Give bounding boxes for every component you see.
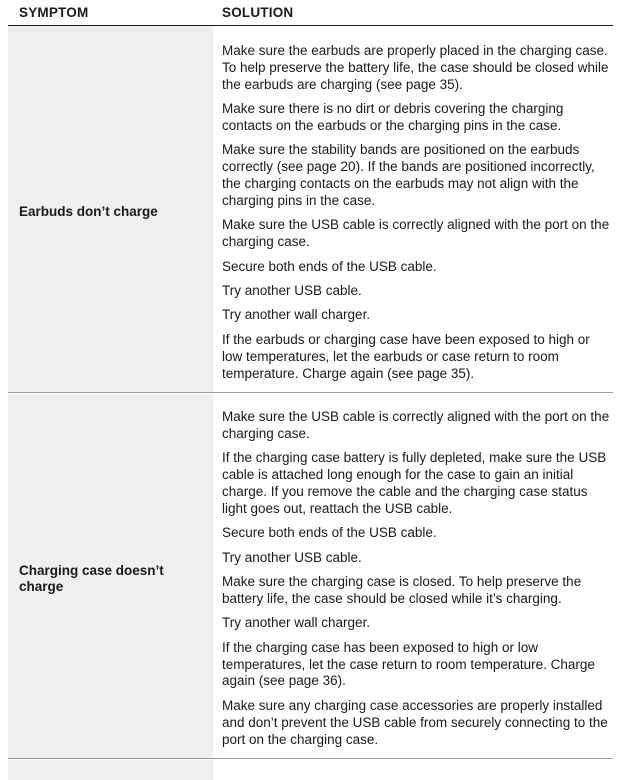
solution-item: Make sure the stability bands are positioned on the earbuds correctly (see page 20). If the bands are positioned incorrectly, the charging contacts on the earbuds may not align with the charging pins in the case. <box>222 142 595 208</box>
solution-item: Secure both ends of the USB cable. <box>222 258 437 274</box>
symptom-column-header: SYMPTOM <box>19 5 89 20</box>
symptom-cell <box>8 394 213 758</box>
solution-cell <box>222 26 613 392</box>
solution-item: Make sure the charging case is closed. To help preserve the battery life, the case should be closed while it’s charging. <box>222 574 582 606</box>
table-row <box>8 26 613 393</box>
solution-item: If the earbuds or charging case have been exposed to high or low temperatures, let the earbuds or case return to room temperature. Charge again (see page 35). <box>222 331 590 381</box>
solution-item: Try another wall charger. <box>222 307 371 323</box>
solution-item: Make sure the earbuds are properly placed in the charging case. To help preserve the battery life, the case should be closed while the earbuds are charging (see page 35). <box>222 43 609 92</box>
solution-item: Try another USB cable. <box>222 549 362 565</box>
solution-item: Make sure there is no dirt or debris covering the charging contacts on the earbuds or the charging pins in the case. <box>222 101 564 133</box>
solution-item: If the charging case battery is fully depleted, make sure the USB cable is attached long enough for the case to gain an initial charge. If you remove the cable and the charging case status light goes out, reattach the USB cable. <box>222 450 607 516</box>
solution-column-header: SOLUTION <box>222 5 294 20</box>
solution-item: Make sure any charging case accessories are properly installed and don’t prevent the USB cable from securely connecting to the port on the charging case. <box>222 697 608 747</box>
solution-item: If the charging case has been exposed to high or low temperatures, let the case return to room temperature. Charge again (see page 36). <box>222 639 595 689</box>
symptom-text: Charging case doesn’t charge <box>19 563 164 594</box>
solution-item: Try another wall charger. <box>222 615 371 631</box>
solution-list <box>222 409 613 756</box>
symptom-cell <box>8 760 213 780</box>
solution-cell <box>222 394 613 758</box>
solution-item: Secure both ends of the USB cable. <box>222 525 437 541</box>
symptom-text: Earbuds don’t charge <box>19 204 158 219</box>
solution-item: Make sure the USB cable is correctly aligned with the port on the charging case. <box>222 217 610 250</box>
solution-item: Make sure the USB cable is correctly aligned with the port on the charging case. <box>222 409 610 441</box>
solution-item: Try another USB cable. <box>222 283 362 298</box>
table-header <box>8 0 613 26</box>
table-row <box>8 760 613 780</box>
solution-list <box>222 43 613 390</box>
symptom-cell <box>8 26 213 392</box>
table-row <box>8 394 613 759</box>
